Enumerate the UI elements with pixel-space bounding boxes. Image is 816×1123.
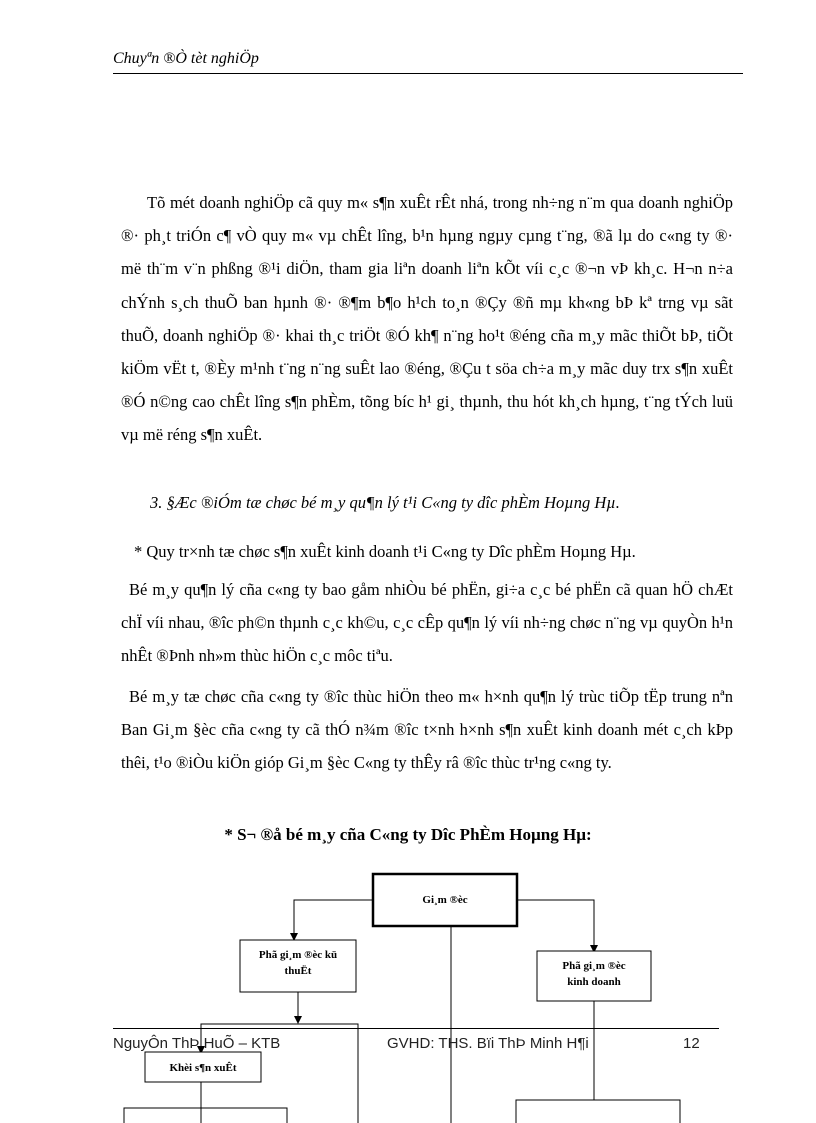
vice-biz-label-1: Phã gi¸m ®èc — [562, 960, 626, 972]
paragraph-management-structure: Bé m¸y qu¶n lý cña c«ng ty bao gåm nhiÒu bé phËn, gi÷a c¸c bé phËn cã quan hÖ chÆt chÏ víi nhau, ®îc ph©n thµnh c¸c kh©u, c¸c cÊp qu¶n lý víi nh÷ng chøc n¨ng vµ quyÒn h¹n nhÊt ®Þnh nh»m thùc hiÖn c¸c môc tiªu. — [121, 580, 733, 666]
org-chart-title: * S¬ ®å bé m¸y cña C«ng ty Dîc PhÈm Hoµng Hµ: — [224, 825, 592, 844]
footer-divider — [113, 1028, 719, 1029]
vice-biz-label-2: kinh doanh — [567, 976, 621, 988]
footer-advisor: GVHD: THS. Bïi ThÞ Minh H¶i — [387, 1035, 589, 1052]
page-number: 12 — [683, 1035, 700, 1052]
connector-director-vice-biz — [517, 900, 594, 949]
connector-director-vice-tech — [294, 900, 373, 937]
vice-tech-label-2: thuËt — [284, 965, 312, 977]
header-title: Chuyªn ®Ò tèt nghiÖp — [113, 50, 259, 67]
production-label: Khèi s¶n xuÊt — [169, 1062, 237, 1074]
paragraph-development: Tõ mét doanh nghiÖp cã quy m« s¶n xuÊt rÊt nhá, trong nh÷ng n¨m qua doanh nghiÖp ®· ph¸t triÓn c¶ vÒ quy m« vµ chÊt lîng, b¹n hµng ngµy cµng t¨ng, ®ã lµ do c«ng ty ®· më th¨m v¨n phßng ®¹i diÖn, tham gia liªn doanh liªn kÕt víi c¸c ®¬n vÞ kh¸c. H¬n n÷a chÝnh s¸ch thuÕ ban hµnh ®· ®¶m b¶o h¹ch to¸n ®Çy ®ñ mµ kh«ng bÞ kª trng vµ sãt thuÕ, doanh nghiÖp ®· khai th¸c triÖt ®Ó kh¶ n¨ng ho¹t ®éng cña m¸y mãc thiÕt bÞ, tiÕt kiÖm vËt t, ®Èy m¹nh t¨ng n¨ng suÊt lao ®éng, ®Çu t söa ch÷a m¸y mãc duy trx s¶n xuÊt ®Ó n©ng cao chÊt lîng s¶n phÈm, tõng bíc h¹ gi¸ thµnh, thu hót kh¸ch hµng, t¨ng tÝch luü vµ më réng s¶n xuÊt. — [121, 193, 733, 445]
footer-author: NguyÔn ThÞ HuÕ – KTB — [113, 1035, 281, 1052]
connector-right-subunits — [516, 1100, 680, 1123]
paragraph-organization-model: Bé m¸y tæ chøc cña c«ng ty ®îc thùc hiÖn theo m« h×nh qu¶n lý trùc tiÕp tËp trung nªn Ban Gi¸m §èc cña c«ng ty cã thÓ n¾m ®îc t×nh h×nh s¶n xuÊt kinh doanh mét c¸ch kÞp thêi, t¹o ®iÒu kiÖn gióp Gi¸m §èc C«ng ty thÊy râ ®îc thùc tr¹ng c«ng ty. — [121, 687, 733, 773]
paragraph-process-title: * Quy tr×nh tæ chøc s¶n xuÊt kinh doanh t¹i C«ng ty Dîc phÈm Hoµng Hµ. — [134, 542, 636, 561]
vice-tech-label-1: Phã gi¸m ®èc kü — [258, 949, 338, 961]
connector-left-subunits — [124, 1108, 287, 1123]
director-label: Gi¸m ®èc — [422, 894, 468, 906]
section-heading: 3. §Æc ®iÓm tæ chøc bé m¸y qu¶n lý t¹i C«ng ty dîc phÈm Hoµng Hµ. — [150, 493, 620, 512]
